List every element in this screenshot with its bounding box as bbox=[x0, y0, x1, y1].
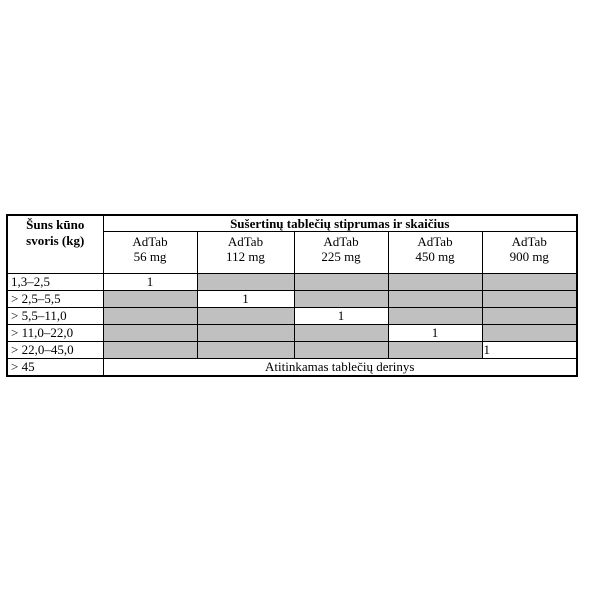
table-row bbox=[7, 325, 577, 342]
table-row bbox=[7, 291, 577, 308]
shaded-cell bbox=[103, 291, 197, 308]
combination-note: Atitinkamas tablečių derinys bbox=[103, 359, 577, 377]
product-name: AdTab bbox=[323, 234, 359, 249]
weight-range-label: > 22,0–45,0 bbox=[7, 342, 103, 359]
shaded-cell bbox=[103, 308, 197, 325]
shaded-cell bbox=[482, 308, 577, 325]
shaded-cell bbox=[294, 325, 388, 342]
weight-column-header: Šuns kūno svoris (kg) bbox=[7, 215, 103, 274]
shaded-cell bbox=[388, 342, 482, 359]
shaded-cell bbox=[197, 325, 294, 342]
table-row bbox=[7, 274, 577, 291]
weight-range-label: > 45 bbox=[7, 359, 103, 377]
shaded-cell bbox=[388, 308, 482, 325]
shaded-cell bbox=[388, 291, 482, 308]
tablet-count-cell: 1 bbox=[294, 308, 388, 325]
table-row bbox=[7, 359, 577, 377]
shaded-cell bbox=[294, 274, 388, 291]
dose-table bbox=[6, 214, 578, 377]
shaded-cell bbox=[103, 325, 197, 342]
weight-range-label: > 11,0–22,0 bbox=[7, 325, 103, 342]
column-header-56mg bbox=[103, 232, 197, 274]
strength-label: 450 mg bbox=[415, 249, 455, 264]
shaded-cell bbox=[103, 342, 197, 359]
shaded-cell bbox=[482, 291, 577, 308]
group-header: Sušertinų tablečių stiprumas ir skaičius bbox=[103, 215, 577, 232]
product-name: AdTab bbox=[132, 234, 168, 249]
table-row bbox=[7, 342, 577, 359]
column-header-900mg bbox=[482, 232, 577, 274]
tablet-count-cell: 1 bbox=[197, 291, 294, 308]
weight-range-label: > 2,5–5,5 bbox=[7, 291, 103, 308]
weight-range-label: 1,3–2,5 bbox=[7, 274, 103, 291]
table-row bbox=[7, 308, 577, 325]
product-name: AdTab bbox=[417, 234, 453, 249]
shaded-cell bbox=[388, 274, 482, 291]
column-header-225mg bbox=[294, 232, 388, 274]
shaded-cell bbox=[482, 325, 577, 342]
column-header-112mg bbox=[197, 232, 294, 274]
shaded-cell bbox=[197, 308, 294, 325]
strength-label: 56 mg bbox=[133, 249, 167, 264]
tablet-count-cell: 1 bbox=[103, 274, 197, 291]
strength-label: 225 mg bbox=[321, 249, 361, 264]
tablet-count-cell: 1 bbox=[388, 325, 482, 342]
shaded-cell bbox=[294, 291, 388, 308]
weight-range-label: > 5,5–11,0 bbox=[7, 308, 103, 325]
shaded-cell bbox=[197, 342, 294, 359]
tablet-count-cell: 1 bbox=[482, 342, 577, 359]
product-name: AdTab bbox=[511, 234, 547, 249]
shaded-cell bbox=[294, 342, 388, 359]
strength-label: 900 mg bbox=[509, 249, 549, 264]
shaded-cell bbox=[197, 274, 294, 291]
shaded-cell bbox=[482, 274, 577, 291]
column-header-450mg bbox=[388, 232, 482, 274]
strength-label: 112 mg bbox=[226, 249, 265, 264]
product-name: AdTab bbox=[227, 234, 264, 249]
group-header-row bbox=[7, 215, 577, 232]
